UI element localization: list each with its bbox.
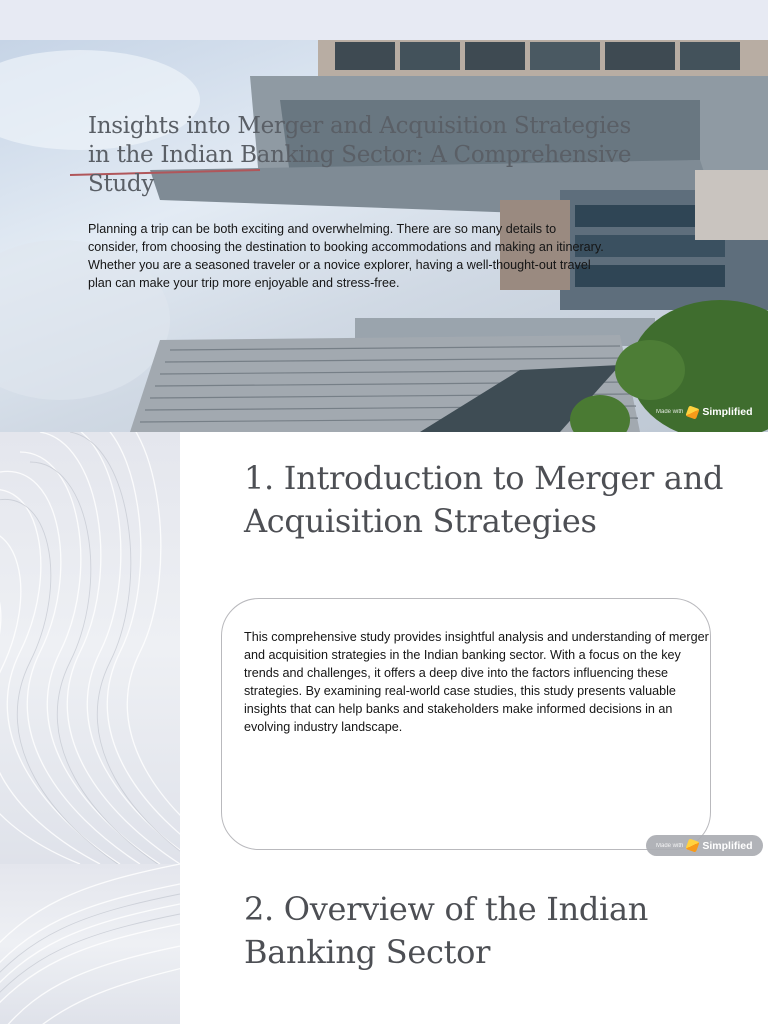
made-with-simplified-badge[interactable] bbox=[656, 406, 753, 418]
cover-slide bbox=[0, 40, 768, 432]
made-with-simplified-badge-2[interactable] bbox=[646, 835, 763, 856]
badge-brand-label: Simplified bbox=[702, 406, 753, 418]
wave-lines-decoration bbox=[0, 864, 180, 1024]
badge-made-with-label: Made with bbox=[656, 842, 684, 849]
intro-body-text: This comprehensive study provides insightful analysis and understanding of merger and acquisition strategies in the Indian banking sector. With a focus on the key trends and challenges, it offers a deep dive into the factors influencing these strategies. By examining real-world case studies, this study presents valuable insights that can help banks and stakeholders make informed decisions in an evolving industry landscape. bbox=[244, 630, 709, 734]
introduction-slide bbox=[0, 432, 768, 864]
section-2-heading: 2. Overview of the Indian Banking Sector bbox=[244, 890, 649, 971]
top-bar bbox=[0, 0, 768, 40]
badge-brand-label: Simplified bbox=[702, 839, 753, 852]
cover-title: Insights into Merger and Acquisition Strategies in the Indian Banking Sector: A Comprehensive Study bbox=[88, 113, 632, 197]
abstract-wave-panel bbox=[0, 864, 180, 1024]
cover-body-text: Planning a trip can be both exciting and overwhelming. There are so many details to consider, from choosing the destination to booking accommodations and making an itinerary. Whether you are a seasoned traveler or a novice explorer, having a well-thought-out travel plan can make your trip more enjoyable and stress-free. bbox=[88, 222, 604, 290]
intro-text-box bbox=[221, 598, 711, 850]
abstract-wave-panel bbox=[0, 432, 180, 864]
simplified-logo-icon bbox=[686, 838, 700, 852]
wave-lines-decoration bbox=[0, 432, 180, 864]
simplified-logo-icon bbox=[686, 405, 700, 419]
overview-slide bbox=[0, 864, 768, 1024]
badge-made-with-label: Made with bbox=[656, 409, 684, 415]
section-1-heading: 1. Introduction to Merger and Acquisition Strategies bbox=[244, 459, 724, 540]
